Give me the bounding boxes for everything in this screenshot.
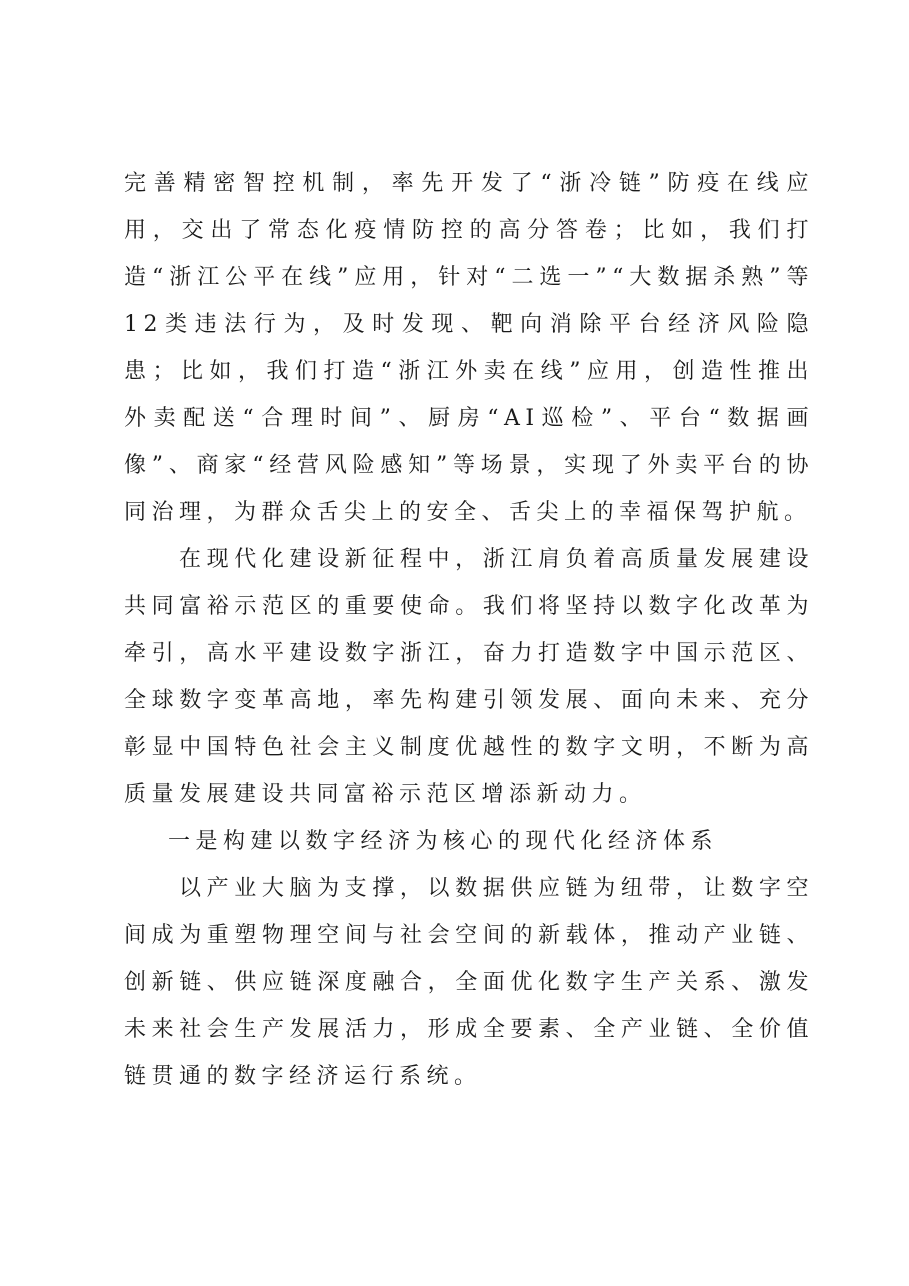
paragraph-industry-brain: 以产业大脑为支撑，以数据供应链为纽带，让数字空间成为重塑物理空间与社会空间的新载体，推动产业链、创新链、供应链深度融合，全面优化数字生产关系、激发未来社会生产发展活力，形成全要素、全产业链、全价值链贯通的数字经济运行系统。 — [124, 876, 814, 1089]
document-body — [124, 160, 814, 1100]
paragraph-common-prosperity: 在现代化建设新征程中，浙江肩负着高质量发展建设共同富裕示范区的重要使命。我们将坚持以数字化改革为牵引，高水平建设数字浙江，奋力打造数字中国示范区、全球数字变革高地，率先构建引领发展、面向未来、充分彰显中国特色社会主义制度优越性的数字文明，不断为高质量发展建设共同富裕示范区增添新动力。 — [124, 547, 814, 807]
section-heading-digital-economy: 一是构建以数字经济为核心的现代化经济体系 — [168, 829, 719, 854]
paragraph-epidemic-apps: 完善精密智控机制，率先开发了“浙冷链”防疫在线应用，交出了常态化疫情防控的高分答卷；比如，我们打造“浙江公平在线”应用，针对“二选一”“大数据杀熟”等12类违法行为，及时发现、靶向消除平台经济风险隐患；比如，我们打造“浙江外卖在线”应用，创造性推出外卖配送“合理时间”、厨房“AI巡检”、平台“数据画像”、商家“经营风险感知”等场景，实现了外卖平台的协同治理，为群众舌尖上的安全、舌尖上的幸福保驾护航。 — [124, 171, 814, 525]
